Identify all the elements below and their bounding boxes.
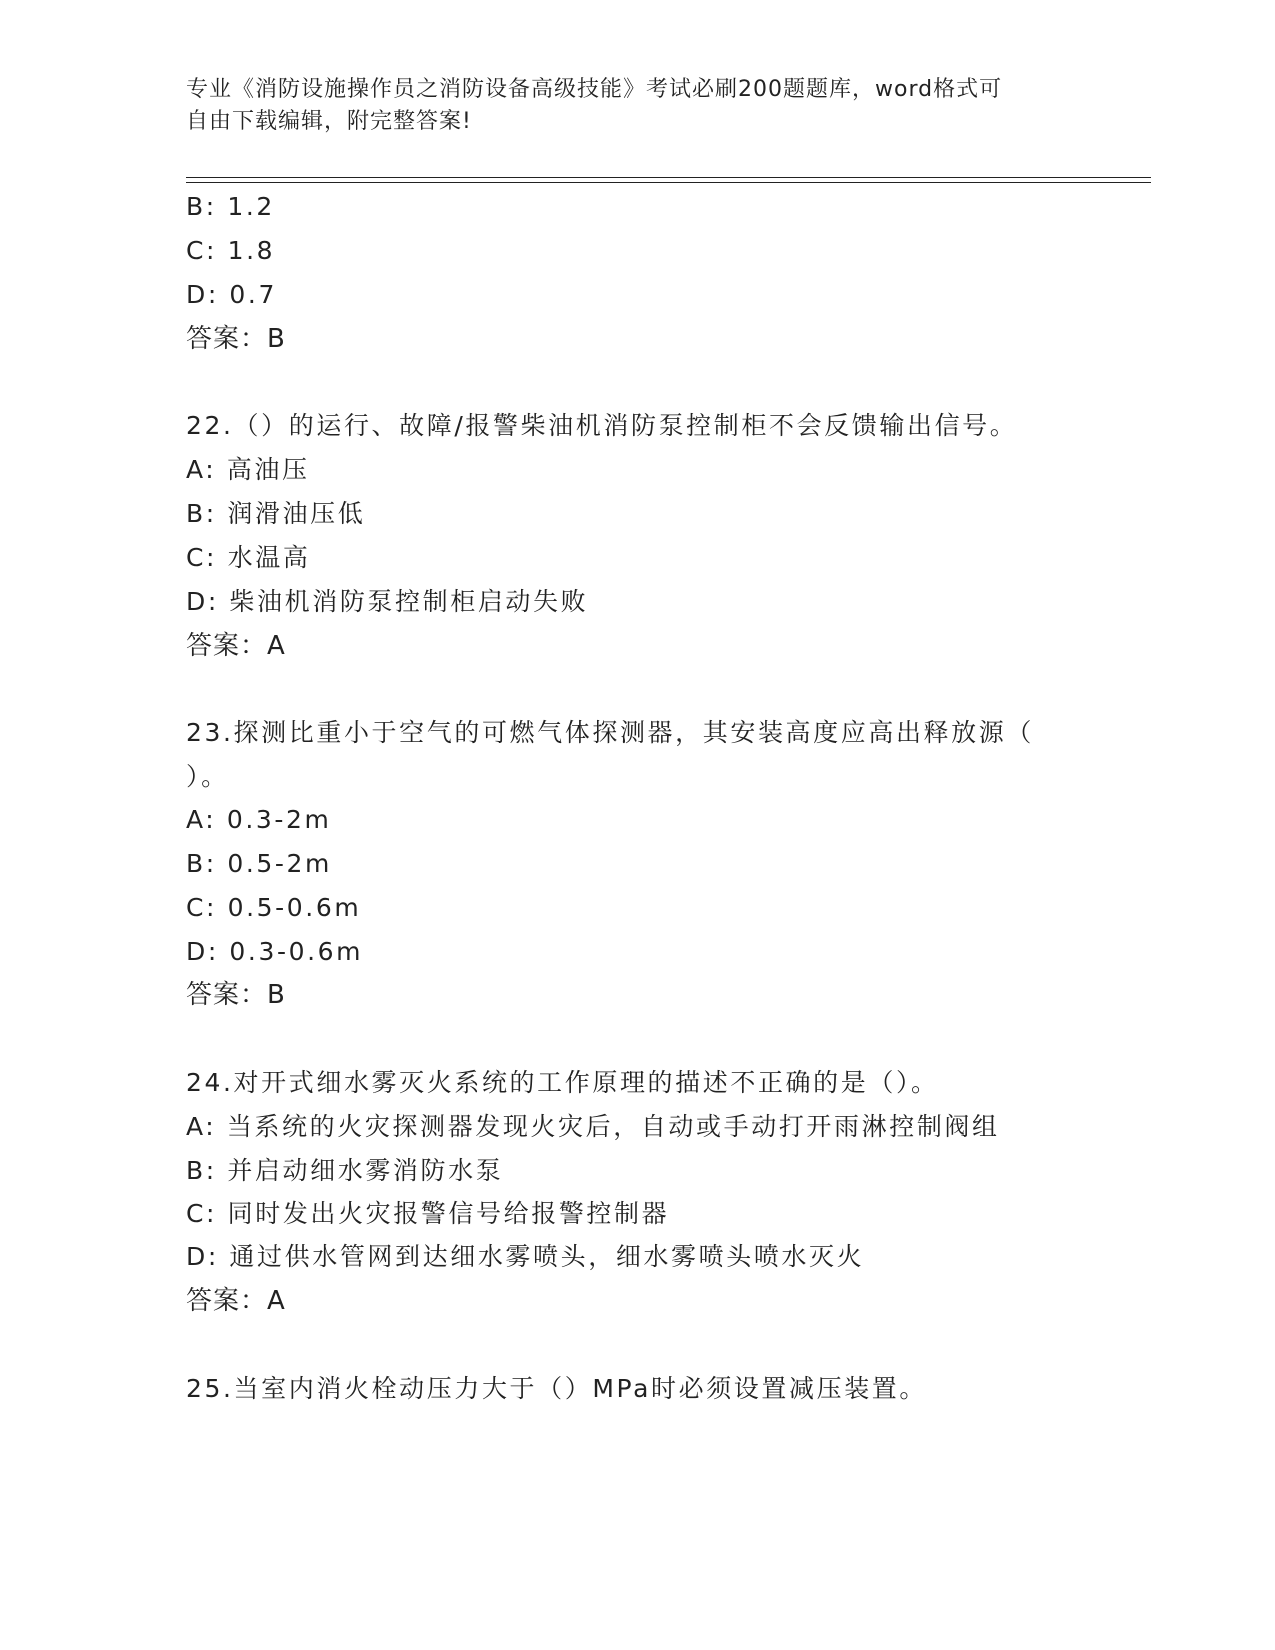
q24-option-c: C: 同时发出火灾报警信号给报警控制器 bbox=[186, 1199, 670, 1228]
q22-answer: 答案：A bbox=[186, 631, 286, 661]
q23-stem-line-1: 23.探测比重小于空气的可燃气体探测器，其安装高度应高出释放源（ bbox=[186, 718, 1034, 747]
q24-stem: 24.对开式细水雾灭火系统的工作原理的描述不正确的是（）。 bbox=[186, 1068, 939, 1097]
q22-option-b: B: 润滑油压低 bbox=[186, 499, 366, 528]
q21-option-d: D: 0.7 bbox=[186, 280, 277, 309]
q24-answer: 答案：A bbox=[186, 1286, 286, 1316]
q23-option-c: C: 0.5-0.6m bbox=[186, 893, 362, 922]
q22-stem: 22.（）的运行、故障/报警柴油机消防泵控制柜不会反馈输出信号。 bbox=[186, 411, 1018, 440]
q21-option-b: B: 1.2 bbox=[186, 192, 275, 221]
q22-option-d: D: 柴油机消防泵控制柜启动失败 bbox=[186, 587, 589, 616]
q23-option-b: B: 0.5-2m bbox=[186, 849, 332, 878]
header-line-2: 自由下载编辑，附完整答案! bbox=[186, 109, 472, 134]
header-divider-bottom bbox=[186, 182, 1151, 183]
header-line-1: 专业《消防设施操作员之消防设备高级技能》考试必刷200题题库，word格式可 bbox=[186, 77, 1003, 102]
q25-stem: 25.当室内消火栓动压力大于（）MPa时必须设置减压装置。 bbox=[186, 1374, 928, 1403]
q22-option-a: A: 高油压 bbox=[186, 455, 310, 484]
q23-option-d: D: 0.3-0.6m bbox=[186, 937, 364, 966]
q23-stem-line-2: ）。 bbox=[186, 762, 229, 791]
q23-answer: 答案：B bbox=[186, 980, 286, 1010]
q21-option-c: C: 1.8 bbox=[186, 236, 276, 265]
q24-option-d: D: 通过供水管网到达细水雾喷头，细水雾喷头喷水灭火 bbox=[186, 1242, 865, 1271]
document-header bbox=[186, 74, 1066, 138]
header-divider-top bbox=[186, 177, 1151, 178]
q22-option-c: C: 水温高 bbox=[186, 543, 311, 572]
q21-answer: 答案：B bbox=[186, 324, 286, 354]
q24-option-a: A: 当系统的火灾探测器发现火灾后，自动或手动打开雨淋控制阀组 bbox=[186, 1112, 1000, 1141]
q24-option-b: B: 并启动细水雾消防水泵 bbox=[186, 1156, 504, 1185]
q23-option-a: A: 0.3-2m bbox=[186, 805, 332, 834]
